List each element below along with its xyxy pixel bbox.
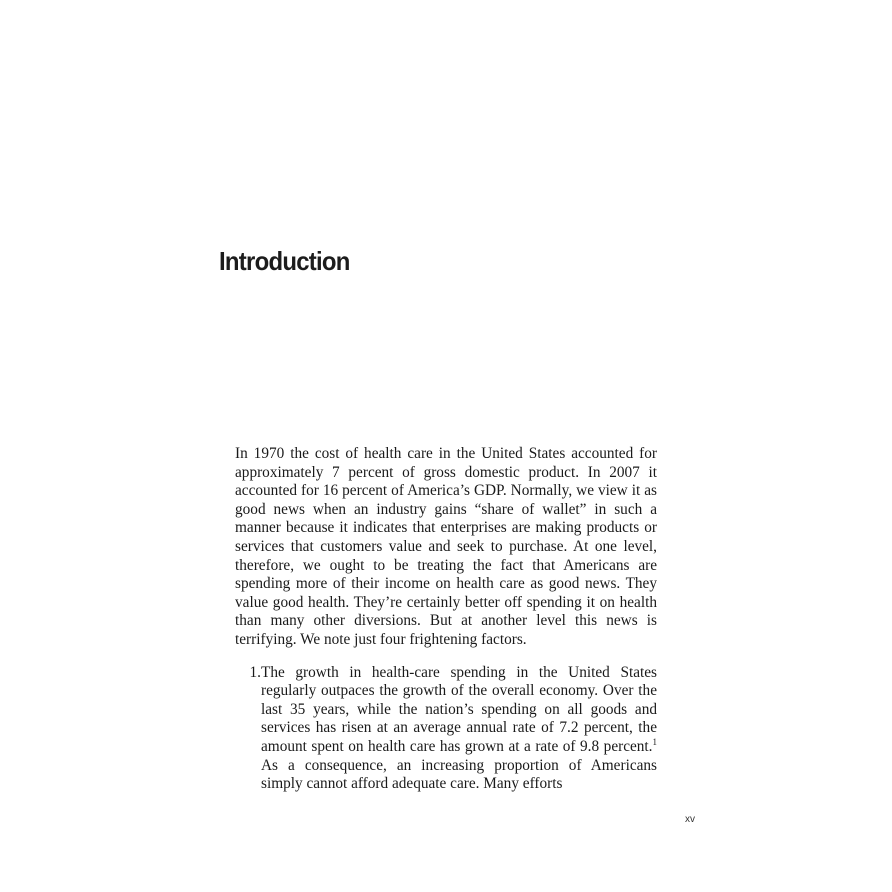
list-item-text-after-footnote: As a consequence, an increasing proportion of Americans simply cannot afford adequate care. Many efforts xyxy=(261,756,657,793)
page-number: xv xyxy=(685,814,695,825)
intro-paragraph: In 1970 the cost of health care in the United States accounted for approximately 7 percent of gross domestic product. In 2007 it accounted for 16 percent of America’s GDP. Normally, we view it as good news when an industry gains “share of wallet” in such a manner because it indicates that enterprises are making products or services that customers value and seek to purchase. At one level, therefore, we ought to be treating the fact that Americans are spending more of their income on health care as good news. They value good health. They’re certainly better off spending it on health than many other diversions. But at another level this news is terrifying. We note just four frightening factors. xyxy=(235,445,657,648)
list-item-text xyxy=(261,664,657,794)
numbered-list xyxy=(235,664,657,794)
list-item-number: 1. xyxy=(249,663,261,681)
footnote-reference[interactable]: 1 xyxy=(652,736,657,747)
body-text xyxy=(235,445,657,794)
list-item-text-before-footnote: The growth in health-care spending in the United States regularly outpaces the growth of the overall economy. Over the last 35 years, while the nation’s spending on all goods and services has risen at an average annual rate of 7.2 percent, the amount spent on health care has grown at a rate of 9.8 percent. xyxy=(261,663,657,755)
list-item xyxy=(235,664,657,794)
chapter-title: Introduction xyxy=(219,246,350,276)
